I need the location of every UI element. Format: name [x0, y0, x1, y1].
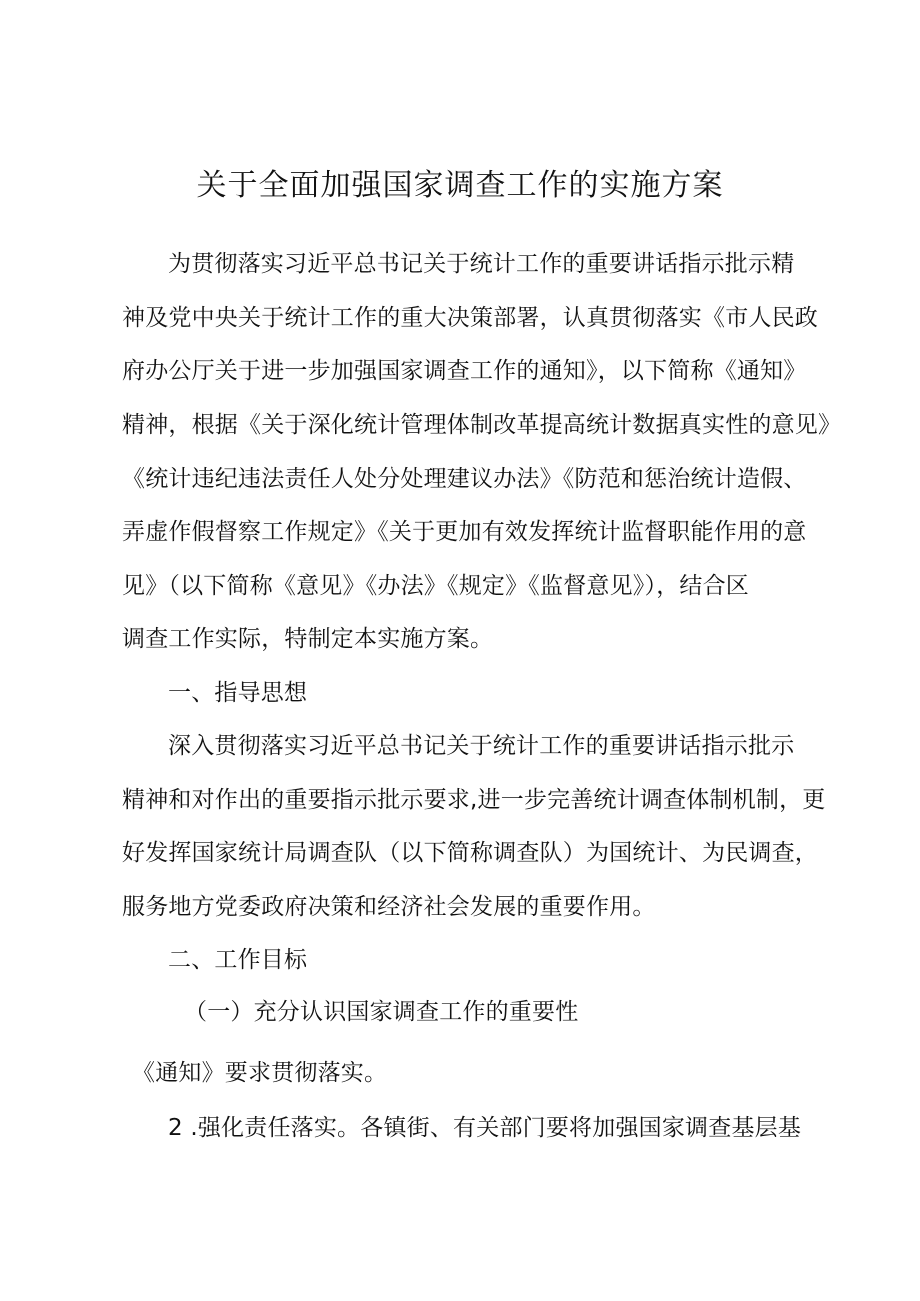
subsection-heading: （一）充分认识国家调查工作的重要性 — [184, 999, 579, 1025]
section-heading-guiding-thought: 一、指导思想 — [168, 680, 308, 706]
paragraph-line: 好发挥国家统计局调查队（以下简称调查队）为国统计、为民调查， — [122, 840, 818, 866]
paragraph-line: 《统计违纪违法责任人处分处理建议办法》《防范和惩治统计造假、 — [122, 466, 807, 492]
paragraph-line: 神及党中央关于统计工作的重大决策部署，认真贯彻落实《市人民政 — [122, 305, 818, 331]
section-heading-work-goals: 二、工作目标 — [168, 947, 308, 973]
paragraph-line: 为贯彻落实习近平总书记关于统计工作的重要讲话指示批示精 — [168, 251, 795, 277]
paragraph-line: 深入贯彻落实习近平总书记关于统计工作的重要讲话指示批示 — [168, 733, 795, 759]
paragraph-line: 精神，根据《关于深化统计管理体制改革提高统计数据真实性的意见》 — [122, 412, 842, 438]
numbered-item-line: 2 .强化责任落实。各镇街、有关部门要将加强国家调查基层基 — [168, 1115, 802, 1141]
paragraph-line: 精神和对作出的重要指示批示要求,进一步完善统计调查体制机制，更 — [122, 787, 826, 813]
paragraph-line: 《通知》要求贯彻落实。 — [132, 1060, 388, 1086]
paragraph-line: 服务地方党委政府决策和经济社会发展的重要作用。 — [122, 894, 656, 920]
paragraph-line: 府办公厅关于进一步加强国家调查工作的通知》，以下简称《通知》 — [122, 358, 807, 384]
paragraph-line: 弄虚作假督察工作规定》《关于更加有效发挥统计监督职能作用的意 — [122, 519, 807, 545]
document-title: 关于全面加强国家调查工作的实施方案 — [196, 168, 724, 203]
paragraph-line: 调查工作实际，特制定本实施方案。 — [122, 626, 494, 652]
paragraph-line: 见》（以下简称《意见》《办法》《规定》《监督意见》），结合区 — [122, 573, 749, 599]
